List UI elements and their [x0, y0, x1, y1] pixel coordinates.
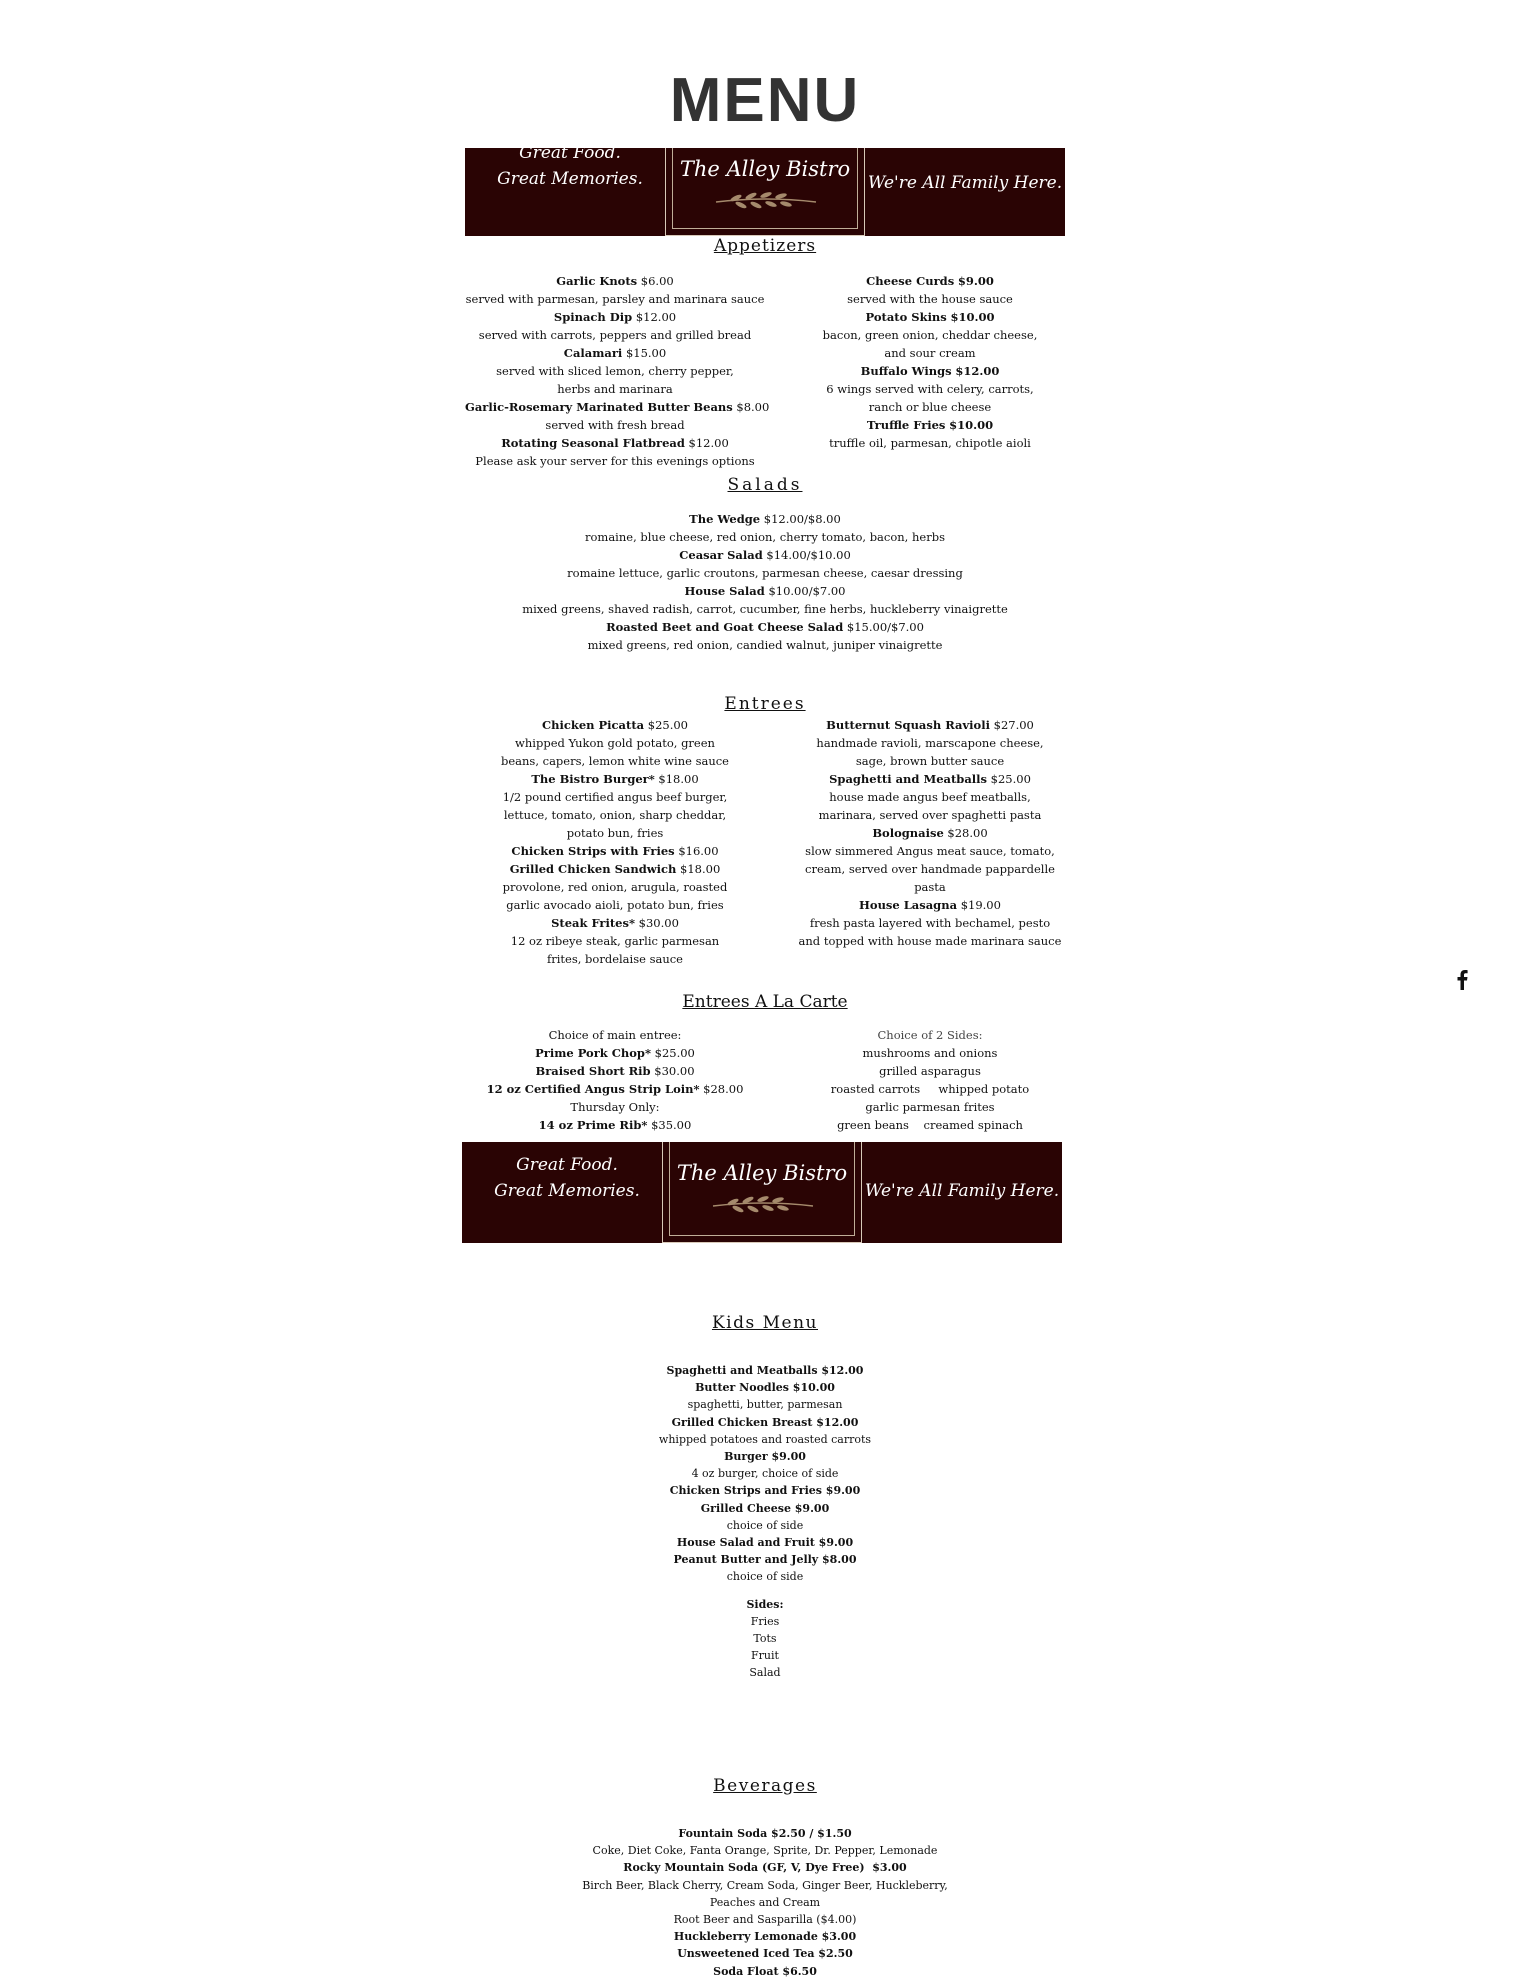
- kids-side: Tots: [753, 1632, 777, 1646]
- menu-item: [465, 1080, 765, 1098]
- menu-item: [465, 434, 765, 452]
- kids-item: House Salad and Fruit $9.00: [676, 1536, 854, 1550]
- item-price: $27.00: [993, 718, 1034, 732]
- item-name: Potato Skins: [865, 310, 947, 324]
- item-name: Truffle Fries: [866, 418, 946, 432]
- beverage-description: Birch Beer, Black Cherry, Cream Soda, Ginger Beer, Huckleberry,: [582, 1878, 948, 1892]
- item-name: Garlic Knots: [556, 274, 638, 288]
- menu-item: [790, 716, 1070, 734]
- alacarte-right-column: [800, 1026, 1060, 1134]
- menu-item: [465, 770, 765, 788]
- item-name: Rotating Seasonal Flatbread: [501, 436, 685, 450]
- item-description: sage, brown butter sauce: [855, 754, 1005, 768]
- banner-crest: [662, 1142, 862, 1243]
- item-price: $12.00: [955, 364, 1000, 378]
- sprig-icon: [706, 190, 826, 212]
- item-description: 1/2 pound certified angus beef burger,: [502, 790, 728, 804]
- item-description: provolone, red onion, arugula, roasted: [502, 880, 728, 894]
- kids-description: choice of side: [726, 1570, 804, 1584]
- item-name: Buffalo Wings: [860, 364, 952, 378]
- menu-item: [465, 546, 1065, 564]
- item-description: potato bun, fries: [566, 826, 664, 840]
- kids-description: whipped potatoes and roasted carrots: [658, 1432, 872, 1446]
- item-name: House Salad: [684, 584, 765, 598]
- side-option: grilled asparagus: [879, 1064, 981, 1078]
- item-price: $28.00: [703, 1082, 744, 1096]
- alacarte-left-column: [465, 1026, 765, 1134]
- banner-brand: The Alley Bistro: [676, 1161, 848, 1185]
- facebook-icon-glyph: [1455, 968, 1469, 990]
- beverage-item: Huckleberry Lemonade $3.00: [673, 1930, 857, 1944]
- kids-column: [565, 1362, 965, 1682]
- beverage-item: Rocky Mountain Soda (GF, V, Dye Free) $3.00: [623, 1861, 907, 1875]
- item-price: $25.00: [990, 772, 1031, 786]
- bottom-banner: [462, 1142, 1062, 1243]
- item-description: house made angus beef meatballs,: [829, 790, 1031, 804]
- kids-heading: Kids Menu: [711, 1313, 818, 1333]
- top-banner: [465, 143, 1065, 236]
- menu-item: [465, 272, 765, 290]
- item-name: Spinach Dip: [553, 310, 633, 324]
- kids-description: choice of side: [726, 1518, 804, 1532]
- item-price: $18.00: [680, 862, 721, 876]
- item-price: $18.00: [658, 772, 699, 786]
- item-price: $12.00: [688, 436, 729, 450]
- item-price: $14.00/$10.00: [766, 548, 851, 562]
- menu-item: [465, 1062, 765, 1080]
- item-price: $10.00: [949, 418, 994, 432]
- item-name: House Lasagna: [859, 898, 958, 912]
- item-description: herbs and marinara: [557, 382, 673, 396]
- item-price: $19.00: [960, 898, 1001, 912]
- item-name: 12 oz Certified Angus Strip Loin*: [486, 1082, 700, 1096]
- item-name: Bolognaise: [872, 826, 944, 840]
- item-description: 6 wings served with celery, carrots,: [826, 382, 1034, 396]
- appetizers-left-column: [465, 272, 770, 470]
- item-price: $30.00: [654, 1064, 695, 1078]
- salads-column: [465, 510, 1065, 654]
- item-description: and sour cream: [884, 346, 976, 360]
- item-description: fresh pasta layered with bechamel, pesto: [809, 916, 1051, 930]
- item-description: romaine lettuce, garlic croutons, parmesan cheese, caesar dressing: [567, 566, 963, 580]
- item-price: $8.00: [736, 400, 770, 414]
- item-description: handmade ravioli, marscapone cheese,: [816, 736, 1044, 750]
- kids-item: Peanut Butter and Jelly $8.00: [673, 1553, 857, 1567]
- item-name: 14 oz Prime Rib*: [538, 1118, 648, 1132]
- menu-item: [800, 416, 1060, 434]
- kids-item: Grilled Cheese $9.00: [700, 1501, 830, 1515]
- item-price: $10.00/$7.00: [768, 584, 846, 598]
- alacarte-note: Thursday Only:: [570, 1100, 660, 1114]
- page-title: MENU: [669, 66, 861, 135]
- item-description: served with sliced lemon, cherry pepper,: [496, 364, 734, 378]
- item-description: Please ask your server for this evenings options: [475, 454, 755, 468]
- kids-side: Fries: [750, 1614, 780, 1628]
- item-price: $9.00: [957, 274, 994, 288]
- item-price: $25.00: [654, 1046, 695, 1060]
- menu-item: [465, 398, 770, 416]
- beverages-heading: Beverages: [713, 1776, 817, 1796]
- item-price: $12.00: [635, 310, 677, 324]
- item-description: served with fresh bread: [545, 418, 685, 432]
- menu-item: [790, 824, 1070, 842]
- menu-item: [465, 618, 1065, 636]
- alacarte-intro: Choice of main entree:: [548, 1028, 682, 1042]
- item-price: $30.00: [638, 916, 679, 930]
- entrees-heading: Entrees: [724, 694, 806, 714]
- item-price: $28.00: [947, 826, 988, 840]
- item-description: 12 oz ribeye steak, garlic parmesan: [510, 934, 720, 948]
- item-name: Garlic-Rosemary Marinated Butter Beans: [465, 400, 733, 414]
- item-name: Steak Frites*: [551, 916, 635, 930]
- item-name: Ceasar Salad: [679, 548, 763, 562]
- side-option: green beans creamed spinach: [837, 1118, 1023, 1132]
- entrees-right-column: [790, 716, 1070, 950]
- item-description: pasta: [914, 880, 946, 894]
- kids-sides-heading: Sides:: [746, 1597, 784, 1611]
- menu-item: [800, 308, 1060, 326]
- item-description: bacon, green onion, cheddar cheese,: [822, 328, 1038, 342]
- item-price: $25.00: [647, 718, 688, 732]
- side-option: roasted carrots whipped potato: [830, 1082, 1030, 1096]
- entrees-left-column: [465, 716, 765, 968]
- banner-tagline-right: We're All Family Here.: [867, 173, 1063, 193]
- item-description: mixed greens, red onion, candied walnut, juniper vinaigrette: [587, 638, 943, 652]
- item-name: The Wedge: [689, 512, 761, 526]
- kids-item: Burger $9.00: [724, 1450, 806, 1464]
- item-description: whipped Yukon gold potato, green: [515, 736, 715, 750]
- item-description: and topped with house made marinara sauce: [798, 934, 1062, 948]
- item-name: Chicken Picatta: [542, 718, 645, 732]
- item-price: $16.00: [678, 844, 719, 858]
- banner-tagline-right: We're All Family Here.: [864, 1181, 1060, 1201]
- menu-item: [465, 510, 1065, 528]
- kids-description: 4 oz burger, choice of side: [691, 1467, 839, 1481]
- menu-item: [790, 770, 1070, 788]
- menu-item: [465, 716, 765, 734]
- kids-item: Butter Noodles $10.00: [695, 1381, 835, 1395]
- item-name: Braised Short Rib: [535, 1064, 651, 1078]
- alacarte-sides-intro: Choice of 2 Sides:: [877, 1028, 983, 1042]
- item-description: served with the house sauce: [847, 292, 1013, 306]
- item-name: Grilled Chicken Sandwich: [509, 862, 677, 876]
- item-name: Spaghetti and Meatballs: [829, 772, 987, 786]
- alacarte-heading: Entrees A La Carte: [682, 992, 848, 1012]
- banner-tagline-line: Great Memories.: [497, 169, 643, 189]
- menu-item: [465, 344, 765, 362]
- item-name: Chicken Strips with Fries: [511, 844, 675, 858]
- facebook-icon[interactable]: [1455, 968, 1469, 990]
- menu-item: [465, 842, 765, 860]
- beverage-item: Fountain Soda $2.50 / $1.50: [678, 1827, 852, 1840]
- beverage-description: Peaches and Cream: [709, 1895, 821, 1909]
- beverage-description: Coke, Diet Coke, Fanta Orange, Sprite, Dr. Pepper, Lemonade: [592, 1844, 938, 1858]
- item-description: cream, served over handmade pappardelle: [805, 862, 1055, 876]
- item-description: served with carrots, peppers and grilled bread: [478, 328, 752, 342]
- banner-tagline-left: [482, 1152, 652, 1204]
- appetizers-heading: Appetizers: [713, 236, 817, 256]
- item-description: romaine, blue cheese, red onion, cherry tomato, bacon, herbs: [585, 530, 945, 544]
- item-description: frites, bordelaise sauce: [546, 952, 683, 966]
- kids-side: Fruit: [751, 1649, 779, 1663]
- item-description: ranch or blue cheese: [868, 400, 992, 414]
- banner-tagline-line: Great Food.: [519, 143, 621, 163]
- item-name: Cheese Curds: [866, 274, 955, 288]
- item-price: $10.00: [950, 310, 995, 324]
- item-description: truffle oil, parmesan, chipotle aioli: [829, 436, 1031, 450]
- menu-item: [465, 308, 765, 326]
- kids-item: Spaghetti and Meatballs $12.00: [666, 1364, 864, 1377]
- item-price: $35.00: [651, 1118, 692, 1132]
- item-name: The Bistro Burger*: [531, 772, 655, 786]
- item-description: beans, capers, lemon white wine sauce: [500, 754, 729, 768]
- menu-item: [465, 860, 765, 878]
- item-price: $12.00/$8.00: [763, 512, 841, 526]
- beverage-item: Unsweetened Iced Tea $2.50: [677, 1947, 853, 1961]
- item-description: served with parmesan, parsley and marinara sauce: [465, 292, 765, 306]
- menu-item: [465, 1044, 765, 1062]
- banner-crest: [665, 148, 865, 236]
- item-name: Calamari: [563, 346, 623, 360]
- item-name: Butternut Squash Ravioli: [826, 718, 990, 732]
- sprig-icon: [703, 1194, 823, 1216]
- beverages-column: [465, 1825, 1065, 1980]
- item-price: $15.00/$7.00: [846, 620, 924, 634]
- item-name: Roasted Beet and Goat Cheese Salad: [606, 620, 844, 634]
- item-description: mixed greens, shaved radish, carrot, cucumber, fine herbs, huckleberry vinaigrette: [522, 602, 1008, 616]
- item-price: $15.00: [625, 346, 667, 360]
- menu-item: [790, 896, 1070, 914]
- menu-item: [800, 272, 1060, 290]
- menu-item: [465, 1116, 765, 1134]
- banner-tagline-line: Great Food.: [516, 1155, 618, 1175]
- salads-heading: Salads: [727, 475, 803, 495]
- banner-tagline-left: [485, 140, 655, 192]
- item-price: $6.00: [640, 274, 674, 288]
- item-name: Prime Pork Chop*: [535, 1046, 651, 1060]
- side-option: mushrooms and onions: [862, 1046, 998, 1060]
- appetizers-right-column: [800, 272, 1060, 452]
- banner-tagline-line: Great Memories.: [494, 1181, 640, 1201]
- beverage-description: Root Beer and Sasparilla ($4.00): [673, 1913, 857, 1927]
- side-option: garlic parmesan frites: [865, 1100, 995, 1114]
- kids-item: Chicken Strips and Fries $9.00: [669, 1484, 861, 1498]
- kids-item: Grilled Chicken Breast $12.00: [671, 1415, 859, 1429]
- item-description: marinara, served over spaghetti pasta: [818, 808, 1042, 822]
- item-description: slow simmered Angus meat sauce, tomato,: [805, 844, 1055, 858]
- menu-item: [465, 582, 1065, 600]
- item-description: lettuce, tomato, onion, sharp cheddar,: [503, 808, 727, 822]
- item-description: garlic avocado aioli, potato bun, fries: [506, 898, 724, 912]
- beverage-item: Soda Float $6.50: [713, 1964, 817, 1978]
- kids-description: spaghetti, butter, parmesan: [687, 1398, 843, 1412]
- kids-side: Salad: [749, 1666, 781, 1680]
- menu-item: [800, 362, 1060, 380]
- menu-item: [465, 914, 765, 932]
- banner-brand: The Alley Bistro: [679, 157, 851, 181]
